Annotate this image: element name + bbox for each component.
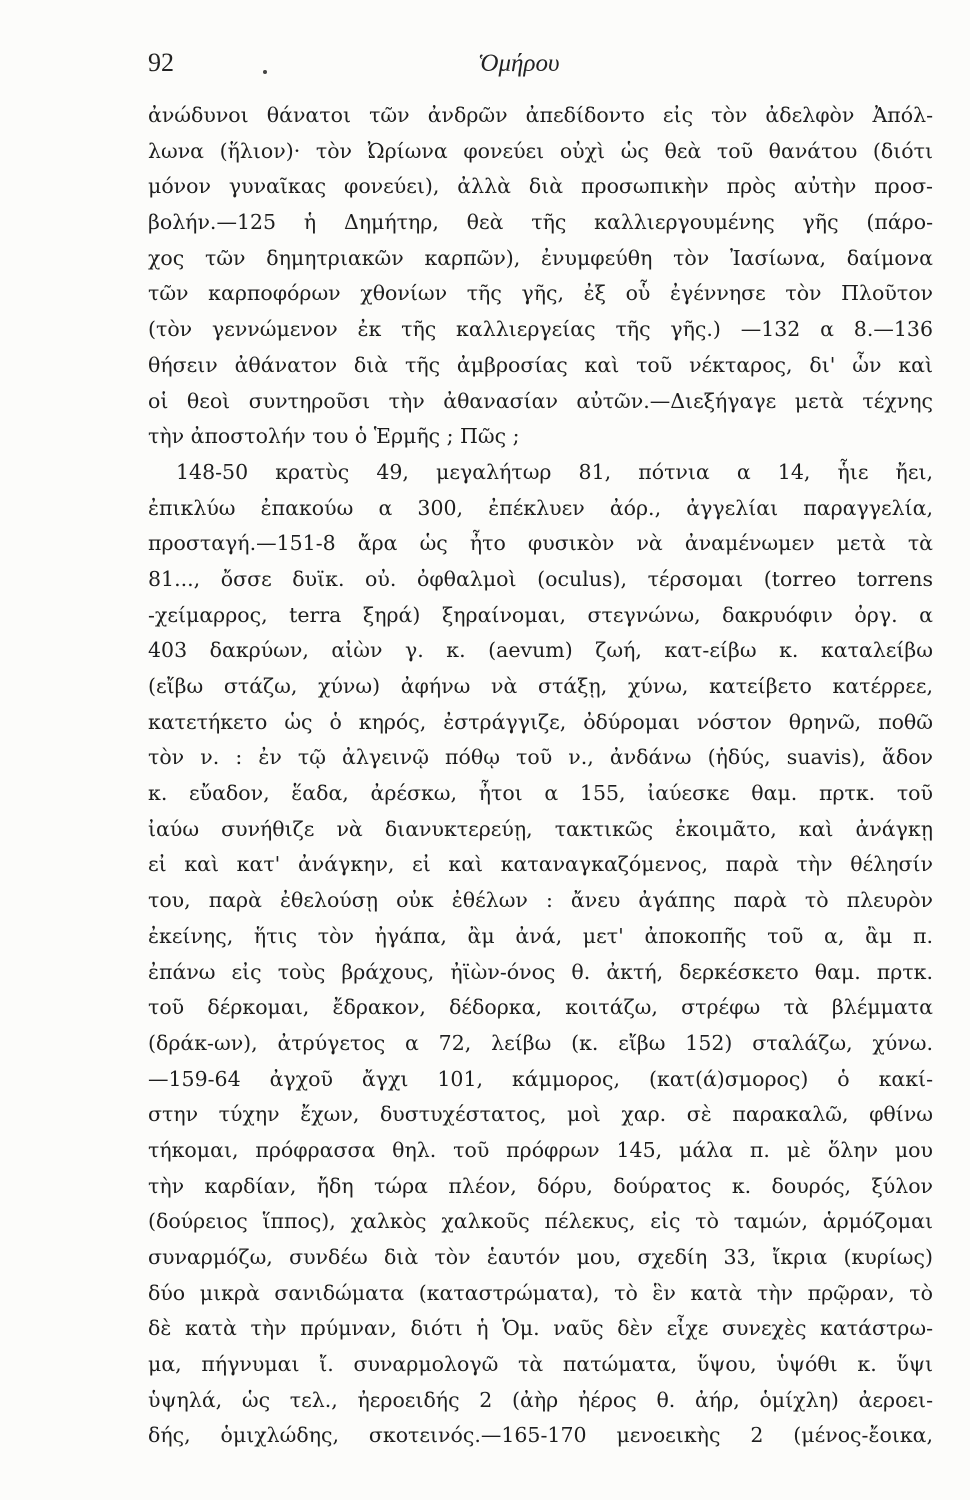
text-line: ἰαύω συνήθιζε νὰ διανυκτερεύῃ, τακτικῶς ἐκοιμᾶτο, καὶ ἀνάγκῃ [148, 816, 933, 841]
text-line: βολήν.—125 ἡ Δημήτηρ, θεὰ τῆς καλλιεργουμένης γῆς (πάρο- [148, 210, 933, 235]
text-line: 148-50 κρατὺς 49, μεγαλήτωρ 81, πότνια α 14, ἧιε ἤει, [176, 459, 933, 484]
text-line: ἐπικλύω ἐπακούω α 300, ἐπέκλυεν ἀόρ., ἀγγελίαι παραγγελία, [148, 495, 933, 520]
text-line: τήκομαι, πρόφρασσα θηλ. τοῦ πρόφρων 145, μάλα π. μὲ ὅλην μου [148, 1137, 933, 1162]
text-line: τὴν ἀποστολήν του ὁ Ἑρμῆς ; Πῶς ; [148, 424, 520, 449]
text-line: (δράκ-ων), ἀτρύγετος α 72, λείβω (κ. εἴβω 152) σταλάζω, χύνω. [148, 1030, 933, 1055]
text-line: ἐπάνω εἰς τοὺς βράχους, ἠϊὼν-όνος θ. ἀκτή, δερκέσκετο θαμ. πρτκ. [148, 959, 933, 984]
text-line: (τὸν γεννώμενον ἐκ τῆς καλλιεργείας τῆς γῆς.) —132 α 8.—136 [148, 317, 933, 342]
text-line: κ. εὔαδον, ἕαδα, ἀρέσκω, ἦτοι α 155, ἰαύεσκε θαμ. πρτκ. τοῦ [148, 781, 933, 806]
text-line: τῶν καρποφόρων χθονίων τῆς γῆς, ἐξ οὗ ἐγέννησε τὸν Πλοῦτον [148, 281, 933, 306]
text-line: κατετήκετο ὡς ὁ κηρός, ἐστράγγιζε, ὀδύρομαι νόστον θρηνῶ, ποθῶ [148, 709, 933, 734]
text-line: (εἴβω στάζω, χύνω) ἀφήνω νὰ στάξῃ, χύνω, κατείβετο κατέρρεε, [148, 674, 933, 698]
text-line: ἐκείνης, ἥτις τὸν ἠγάπα, ἂμ ἀνά, μετ' ἀποκοπῆς τοῦ α, ἂμ π. [148, 923, 933, 948]
text-line: θήσειν ἀθάνατον διὰ τῆς ἀμβροσίας καὶ τοῦ νέκταρος, δι' ὧν καὶ [148, 352, 933, 377]
ink-dot [263, 70, 267, 74]
text-line: τοῦ δέρκομαι, ἔδρακον, δέδορκα, κοιτάζω, στρέφω τὰ βλέμματα [148, 995, 933, 1020]
text-line: μα, πήγνυμαι ἴ. συναρμολογῶ τὰ πατώματα, ὕψου, ὑψόθι κ. ὕψι [148, 1352, 933, 1377]
text-line: συναρμόζω, συνδέω διὰ τὸν ἑαυτόν μου, σχεδίη 33, ἴκρια (κυρίως) [148, 1245, 933, 1269]
text-line: 403 δακρύων, αἰὼν γ. κ. (aevum) ζωή, κατ-είβω κ. καταλείβω [148, 638, 933, 663]
page-header [148, 40, 933, 80]
text-line: στην τύχην ἔχων, δυστυχέστατος, μοὶ χαρ. σὲ παρακαλῶ, φθίνω [148, 1102, 933, 1127]
text-line: του, παρὰ ἐθελούσῃ οὐκ ἐθέλων : ἄνευ ἀγάπης παρὰ τὸ πλευρὸν [148, 888, 933, 913]
text-line: (δούρειος ἵππος), χαλκὸς χαλκοῦς πέλεκυς, εἰς τὸ ταμών, ἁρμόζομαι [148, 1209, 933, 1234]
text-line: 81..., ὄσσε δυϊκ. οὐ. ὀφθαλμοὶ (oculus), τέρσομαι (torreo torrens [148, 566, 933, 591]
commentary-text [148, 98, 933, 1454]
text-line: τὴν καρδίαν, ἤδη τώρα πλέον, δόρυ, δούρατος κ. δουρός, ξύλον [148, 1173, 933, 1198]
text-line: τὸν ν. : ἐν τῷ ἀλγεινῷ πόθῳ τοῦ ν., ἀνδάνω (ἡδύς, suavis), ἅδον [148, 745, 933, 770]
text-line: ὑψηλά, ὡς τελ., ἠεροειδής 2 (ἀὴρ ἠέρος θ. ἀήρ, ὁμίχλη) ἀεροει- [148, 1387, 933, 1412]
text-line: εἰ καὶ κατ' ἀνάγκην, εἰ καὶ καταναγκαζόμενος, παρὰ τὴν θέλησίν [148, 852, 933, 877]
text-line: δής, ὁμιχλώδης, σκοτεινός.—165-170 μενοεικὴς 2 (μένος-ἔοικα, [148, 1423, 933, 1448]
text-line: ἀνώδυνοι θάνατοι τῶν ἀνδρῶν ἀπεδίδοντο εἰς τὸν ἀδελφὸν Ἀπόλ- [148, 103, 933, 127]
text-line: μόνον γυναῖκας φονεύει), ἀλλὰ διὰ προσωπικὴν πρὸς αὐτὴν προσ- [148, 174, 933, 199]
page-number: 92 [148, 48, 174, 77]
text-line: οἱ θεοὶ συντηροῦσι τὴν ἀθανασίαν αὐτῶν.—Διεξήγαγε μετὰ τέχνης [148, 388, 933, 413]
text-line: προσταγή.—151-8 ἄρα ὡς ἦτο φυσικὸν νὰ ἀναμένωμεν μετὰ τὰ [148, 531, 933, 556]
text-line: λωνα (ἥλιον)· τὸν Ὠρίωνα φονεύει οὐχὶ ὡς θεὰ τοῦ θανάτου (διότι [148, 138, 933, 163]
text-line: —159-64 ἀγχοῦ ἄγχι 101, κάμμορος, (κατ(ά)σμορος) ὁ κακί- [148, 1066, 933, 1091]
text-line: δύο μικρὰ σανιδώματα (καταστρώματα), τὸ ἓν κατὰ τὴν πρῷραν, τὸ [148, 1280, 933, 1305]
text-line: χος τῶν δημητριακῶν καρπῶν), ἐνυμφεύθη τὸν Ἰασίωνα, δαίμονα [148, 245, 933, 270]
text-line: -χείμαρρος, terra ξηρά) ξηραίνομαι, στεγνώνω, δακρυόφιν ὀργ. α [148, 602, 933, 627]
text-line: δὲ κατὰ τὴν πρύμναν, διότι ἡ Ὁμ. ναῦς δὲν εἶχε συνεχὲς κατάστρω- [148, 1316, 933, 1341]
running-title: Ὁμήρου [478, 50, 560, 77]
